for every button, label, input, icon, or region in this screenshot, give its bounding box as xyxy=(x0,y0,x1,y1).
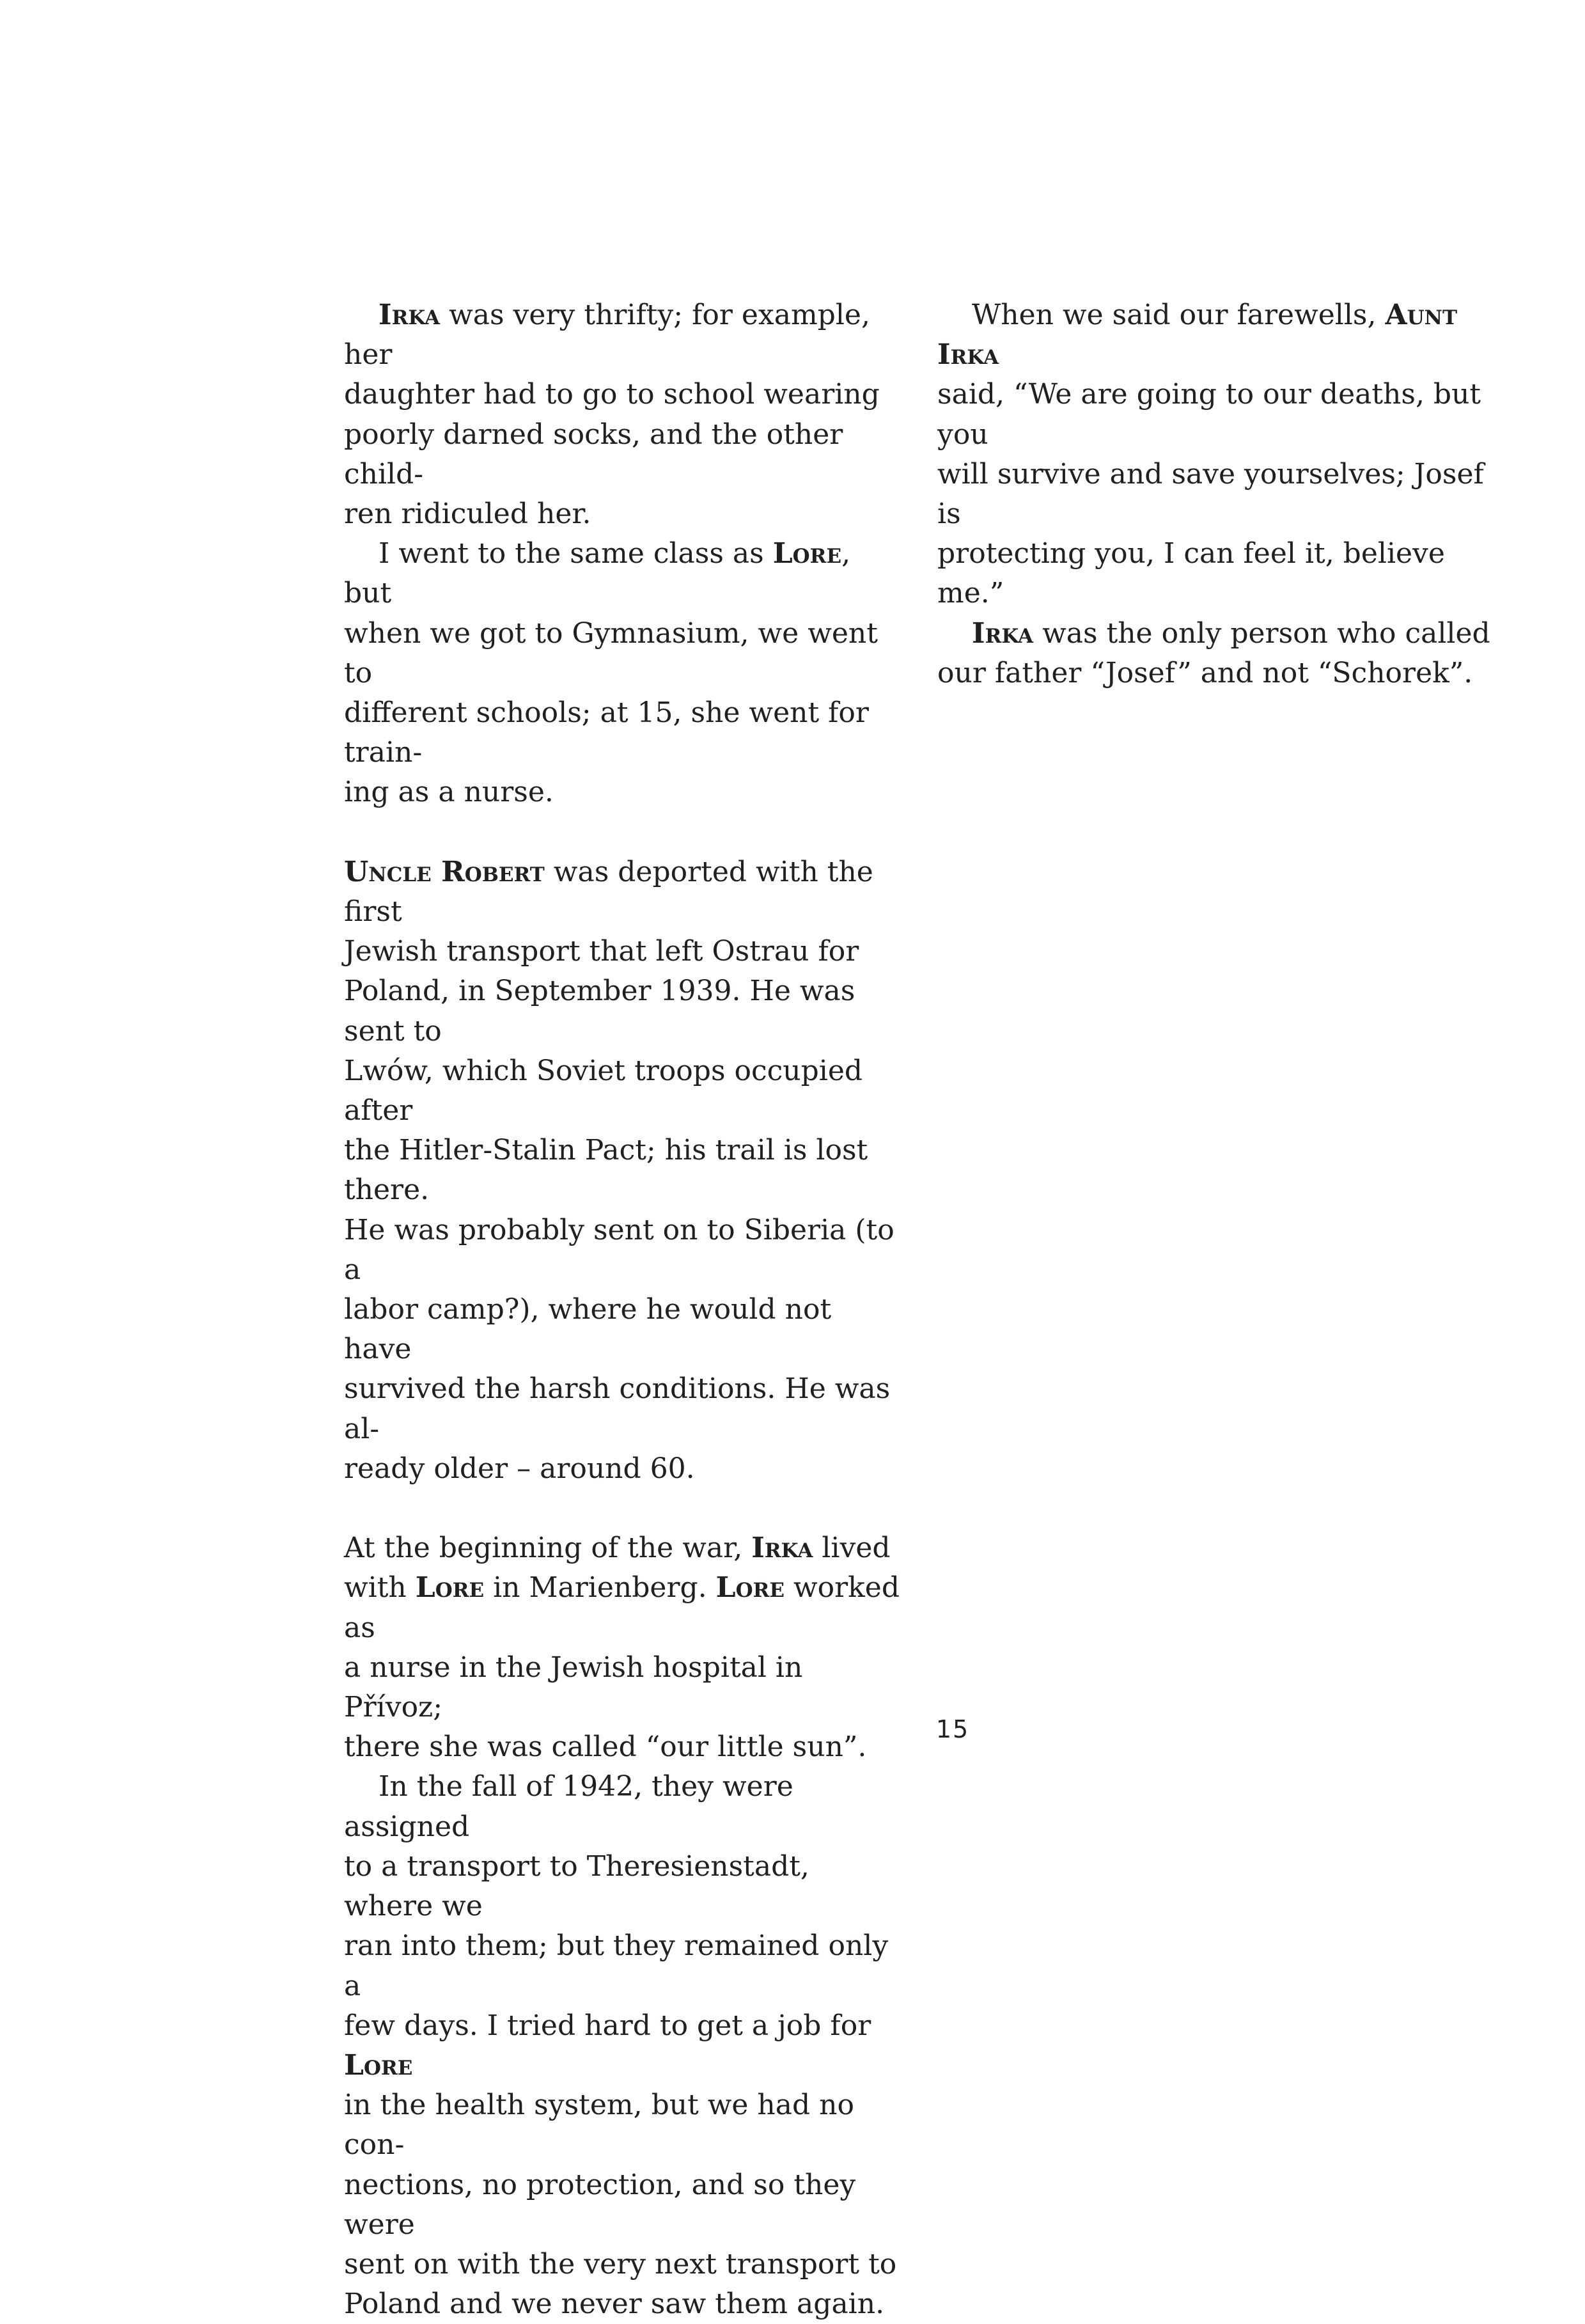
paragraph-fall-1942 xyxy=(344,1767,907,2324)
left-column xyxy=(344,295,907,2324)
name-irka: Irka xyxy=(972,616,1034,650)
paragraph-text: When we said our farewells, xyxy=(972,299,1386,331)
paragraph-text: was deported with the first Jewish transport that left Ostrau for Poland, in September 1939. He was sent to Lwów, which Soviet troops occupied after the Hitler-Stalin Pact; his trail is lost there. He was probably sent on to Siberia (to a labor camp?), where he would not have survived the harsh conditions. He was al- ready older – around 60. xyxy=(344,855,894,1485)
name-lore: Lore xyxy=(772,537,842,570)
paragraph-text: I went to the same class as xyxy=(379,537,773,570)
paragraph-text: , but when we got to Gymnasium, we went to different schools; at 15, she went for train- ing as a nurse. xyxy=(344,537,878,809)
paragraph-text: worked as a nurse in the Jewish hospital in Přívoz; there she was called “our little sun”. xyxy=(344,1571,900,1764)
name-aunt-irka: Aunt Irka xyxy=(937,299,1458,372)
paragraph-text: was the only person who called our father “Josef” and not “Schorek”. xyxy=(937,616,1490,689)
name-lore: Lore xyxy=(344,2048,413,2082)
paragraph-text: At the beginning of the war, xyxy=(344,1532,752,1565)
paragraph-same-class xyxy=(344,534,907,812)
paragraph-text: in Marienberg. xyxy=(484,1571,716,1605)
paragraph-josef xyxy=(937,614,1513,693)
paragraph-uncle-robert xyxy=(344,852,907,1489)
page-number: 15 xyxy=(935,1715,970,1743)
right-column xyxy=(937,295,1513,693)
paragraph-text: said, “We are going to our deaths, but you will survive and save yourselves; Josef is protecting you, I can feel it, believe me.” xyxy=(937,378,1484,610)
name-lore: Lore xyxy=(715,1571,785,1605)
paragraph-text: In the fall of 1942, they were assigned to a transport to Theresienstadt, where we ran into them; but they remained only a few days. I tried hard to get a job for xyxy=(344,1770,889,2042)
paragraph-beginning-of-war xyxy=(344,1528,907,1767)
paragraph-text: was very thrifty; for example, her daughter had to go to school wearing poorly darned socks, and the other child- ren ridiculed her. xyxy=(344,299,880,531)
paragraph-farewells xyxy=(937,295,1513,614)
name-irka: Irka xyxy=(751,1532,813,1565)
name-lore: Lore xyxy=(415,1571,485,1605)
paragraph-irka-thrifty xyxy=(344,295,907,534)
paragraph-text: in the health system, but we had no con- nections, no protection, and so they were sent on with the very next transport to Poland and we never saw them again. xyxy=(344,2089,897,2321)
paragraph-text: lived with xyxy=(344,1532,891,1605)
name-uncle-robert: Uncle Robert xyxy=(344,855,545,888)
name-irka: Irka xyxy=(379,299,441,331)
